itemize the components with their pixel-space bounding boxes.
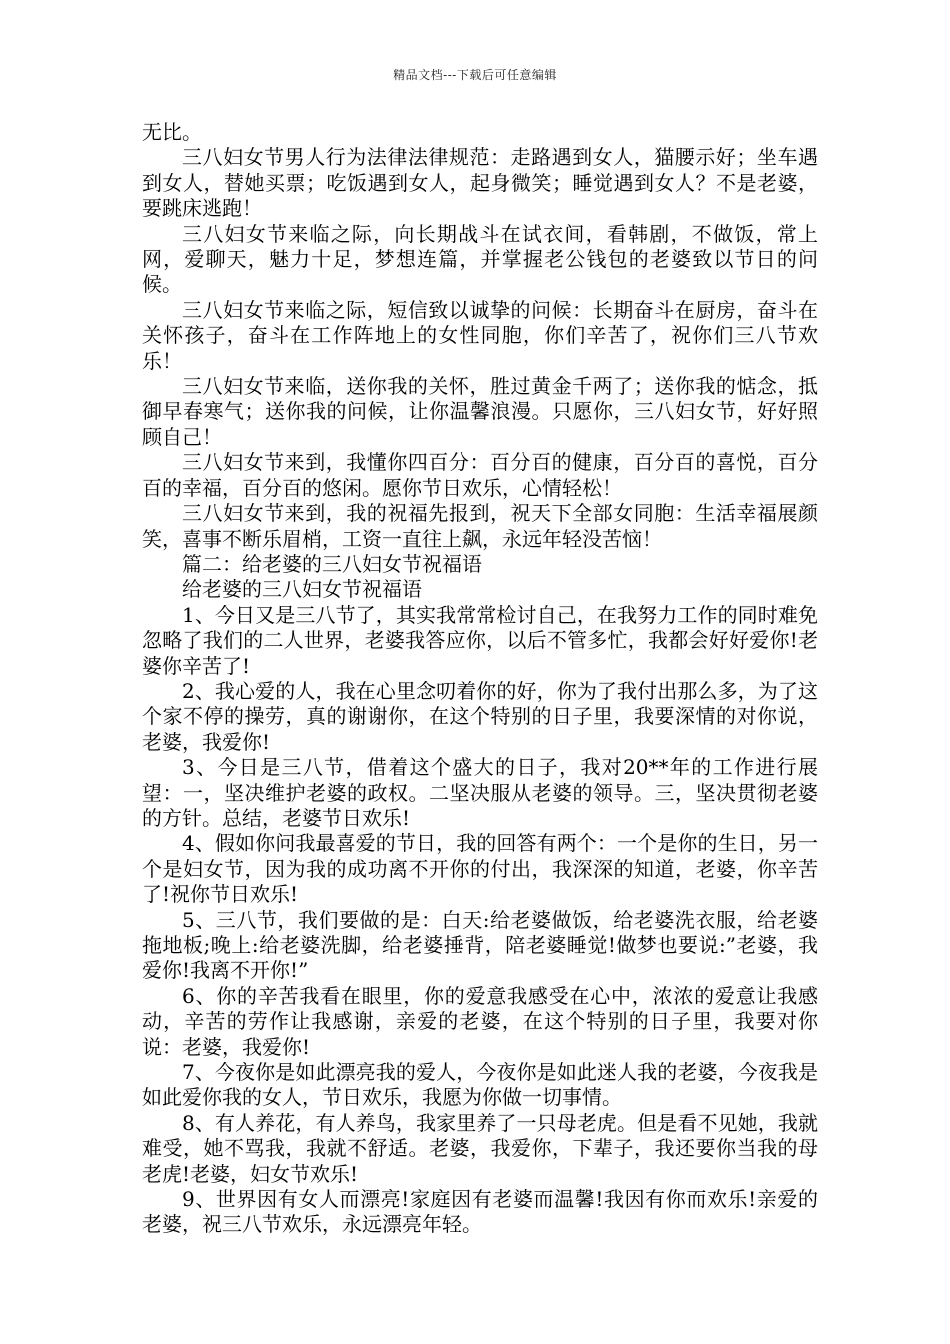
- paragraph: 三八妇女节来临之际，向长期战斗在试衣间，看韩剧，不做饭，常上网，爱聊天，魅力十足，梦想连篇，并掌握老公钱包的老婆致以节日的问候。: [142, 221, 818, 297]
- list-item: 8、有人养花，有人养鸟，我家里养了一只母老虎。但是看不见她，我就难受，她不骂我，我就不舒适。老婆，我爱你，下辈子，我还要你当我的母老虎!老婆，妇女节欢乐!: [142, 1110, 818, 1186]
- list-item: 2、我心爱的人，我在心里念叨着你的好，你为了我付出那么多，为了这个家不停的操劳，真的谢谢你，在这个特别的日子里，我要深情的对你说，老婆，我爱你!: [142, 678, 818, 754]
- list-item: 3、今日是三八节，借着这个盛大的日子，我对20**年的工作进行展望：一，坚决维护老婆的政权。二坚决服从老婆的领导。三，坚决贯彻老婆的方针。总结，老婆节日欢乐!: [142, 755, 818, 830]
- list-item: 9、世界因有女人而漂亮!家庭因有老婆而温馨!我因有你而欢乐!亲爱的老婆，祝三八节欢乐，永远漂亮年轻。: [142, 1187, 818, 1237]
- list-item: 4、假如你问我最喜爱的节日，我的回答有两个：一个是你的生日，另一个是妇女节，因为我的成功离不开你的付出，我深深的知道，老婆，你辛苦了!祝你节日欢乐!: [142, 831, 818, 907]
- page-header: 精品文档---下载后可任意编辑: [393, 68, 557, 82]
- paragraph: 三八妇女节男人行为法律法律规范：走路遇到女人，猫腰示好；坐车遇到女人，替她买票；吃饭遇到女人，起身微笑；睡觉遇到女人？不是老婆，要跳床逃跑！: [142, 145, 818, 221]
- paragraph-continuation: 无比。: [142, 120, 202, 144]
- list-item: 5、三八节，我们要做的是：白天:给老婆做饭，给老婆洗衣服，给老婆拖地板;晚上:给老婆洗脚，给老婆捶背，陪老婆睡觉!做梦也要说:”老婆，我爱你!我离不开你!”: [142, 907, 818, 983]
- paragraph: 三八妇女节来临，送你我的关怀，胜过黄金千两了；送你我的惦念，抵御早春寒气；送你我的问候，让你温馨浪漫。只愿你，三八妇女节，好好照顾自己！: [142, 374, 818, 449]
- list-item: 1、今日又是三八节了，其实我常常检讨自己，在我努力工作的同时难免忽略了我们的二人世界，老婆我答应你，以后不管多忙，我都会好好爱你!老婆你辛苦了!: [142, 602, 818, 678]
- list-item: 7、今夜你是如此漂亮我的爱人，今夜你是如此迷人我的老婆，今夜我是如此爱你我的女人，节日欢乐，我愿为你做一切事情。: [142, 1060, 818, 1110]
- paragraph: 三八妇女节来到，我的祝福先报到，祝天下全部女同胞：生活幸福展颜笑，喜事不断乐眉梢，工资一直往上飙，永远年轻没苦恼！: [142, 501, 818, 551]
- section-heading: 篇二：给老婆的三八妇女节祝福语: [182, 551, 482, 576]
- list-item: 6、你的辛苦我看在眼里，你的爱意我感受在心中，浓浓的爱意让我感动，辛苦的劳作让我感谢，亲爱的老婆，在这个特别的日子里，我要对你说：老婆，我爱你!: [142, 983, 818, 1059]
- section-subheading: 给老婆的三八妇女节祝福语: [182, 577, 422, 602]
- paragraph: 三八妇女节来临之际，短信致以诚挚的问候：长期奋斗在厨房，奋斗在关怀孩子，奋斗在工作阵地上的女性同胞，你们辛苦了，祝你们三八节欢乐！: [142, 297, 818, 373]
- paragraph: 三八妇女节来到，我懂你四百分：百分百的健康，百分百的喜悦，百分百的幸福，百分百的悠闲。愿你节日欢乐，心情轻松！: [142, 450, 818, 500]
- document-body: [142, 120, 818, 1238]
